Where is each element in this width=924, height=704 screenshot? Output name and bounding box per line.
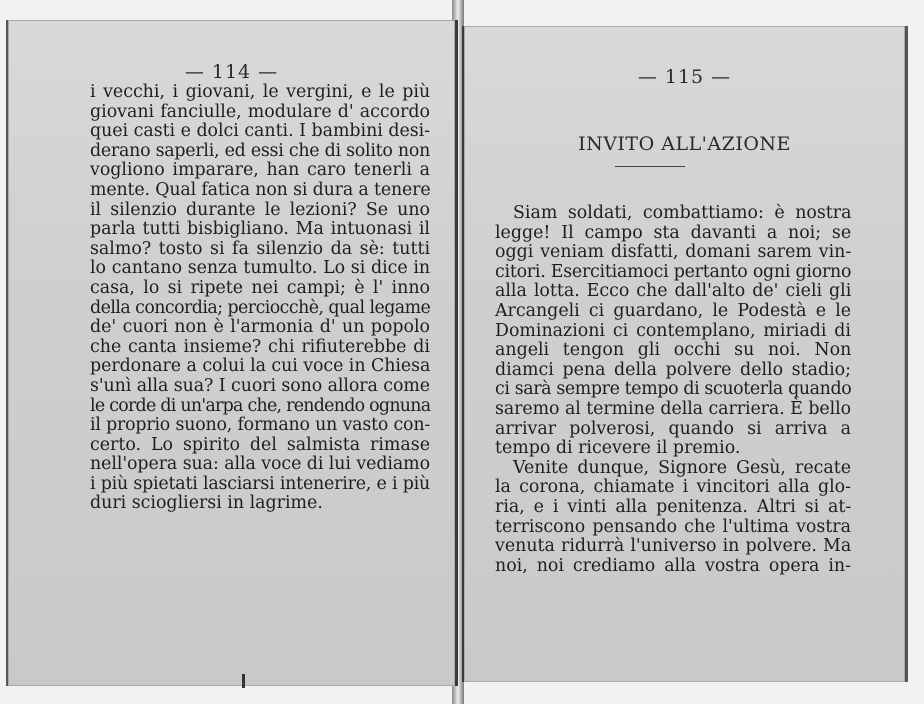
page-number-right: — 115 — [637, 66, 732, 88]
text-line: saremo al termine della carriera. È bello [495, 398, 851, 419]
text-line: casa, lo si ripete nei campi; è l' inno [90, 277, 430, 298]
text-line: Venite dunque, Signore Gesù, recate [513, 457, 851, 478]
text-line: citori. Esercitiamoci pertanto ogni giorno [495, 261, 852, 282]
chapter-title: INVITO ALL'AZIONE [578, 133, 791, 155]
text-line: ria, e i vinti alla penitenza. Altri si at- [495, 496, 852, 517]
text-line: s'unì alla sua? I cuori sono allora come [90, 375, 430, 396]
text-line: il silenzio durante le lezioni? Se uno [90, 199, 430, 220]
text-line: perdonare a colui la cui voce in Chiesa [90, 356, 431, 377]
ink-mark [242, 674, 245, 688]
text-line: Arcangeli ci guardano, le Podestà e le [495, 300, 852, 321]
text-line: alla lotta. Ecco che dall'alto de' cieli gli [495, 281, 852, 302]
left-page [6, 20, 458, 686]
text-line: vogliono imparare, han caro tenerli a [90, 160, 430, 181]
text-line: terriscono pensando che l'ultima vostra [495, 516, 851, 537]
text-line: legge! Il campo sta davanti a noi; se [495, 222, 852, 243]
left-page-text [90, 83, 430, 514]
text-line: ci sarà sempre tempo di scuoterla quando [495, 379, 852, 400]
text-line: certo. Lo spirito del salmista rimase [90, 434, 430, 455]
text-line: il proprio suono, formano un vasto con- [90, 415, 430, 436]
text-line: parla tutti bisbigliano. Ma intuonasi il [90, 219, 430, 240]
text-line: che canta insieme? chi rifiuterebbe di [90, 336, 430, 357]
text-line: oggi veniam disfatti, domani sarem vin- [495, 242, 852, 263]
text-line: diamci pena della polvere dello stadio; [495, 359, 851, 380]
text-line: della concordia; perciocchè, qual legame [90, 297, 431, 318]
text-line: Siam soldati, combattiamo: è nostra [513, 203, 852, 223]
title-rule [615, 166, 685, 167]
text-line: lo cantano senza tumulto. Lo si dice in [90, 258, 431, 279]
text-line: i più spietati lasciarsi intenerire, e i più [90, 473, 430, 494]
text-line: angeli tengon gli occhi su noi. Non [495, 340, 852, 361]
text-line: tempo di ricevere il premio. [495, 438, 741, 459]
text-line: venuta ridurrà l'universo in polvere. Ma [495, 536, 852, 557]
text-line: le corde di un'arpa che, rendendo ognuna [90, 395, 431, 416]
text-line: salmo? tosto si fa silenzio da sè: tutti [90, 238, 431, 259]
text-line: mente. Qual fatica non si dura a tenere [90, 179, 431, 200]
text-line: quei casti e dolci canti. I bambini desi- [90, 121, 430, 142]
text-line: Dominazioni ci contemplano, miriadi di [495, 320, 851, 341]
text-line: giovani fanciulle, modulare d' accordo [90, 101, 430, 122]
text-line: derano saperli, ed essi che di solito non [90, 140, 431, 161]
right-page-text [495, 204, 851, 576]
text-line: noi, noi crediamo alla vostra opera in- [495, 555, 851, 576]
right-page [462, 26, 908, 682]
text-line: duri sciogliersi in lagrime. [90, 493, 323, 514]
text-line: arrivar polverosi, quando si arriva a [495, 418, 851, 439]
text-line: i vecchi, i giovani, le vergini, e le più [90, 82, 431, 102]
text-line: la corona, chiamate i vincitori alla glo- [495, 477, 851, 498]
page-number-left: — 114 — [184, 61, 279, 83]
text-line: nell'opera sua: alla voce di lui vediamo [90, 454, 430, 475]
text-line: de' cuori non è l'armonia d' un popolo [90, 317, 431, 338]
